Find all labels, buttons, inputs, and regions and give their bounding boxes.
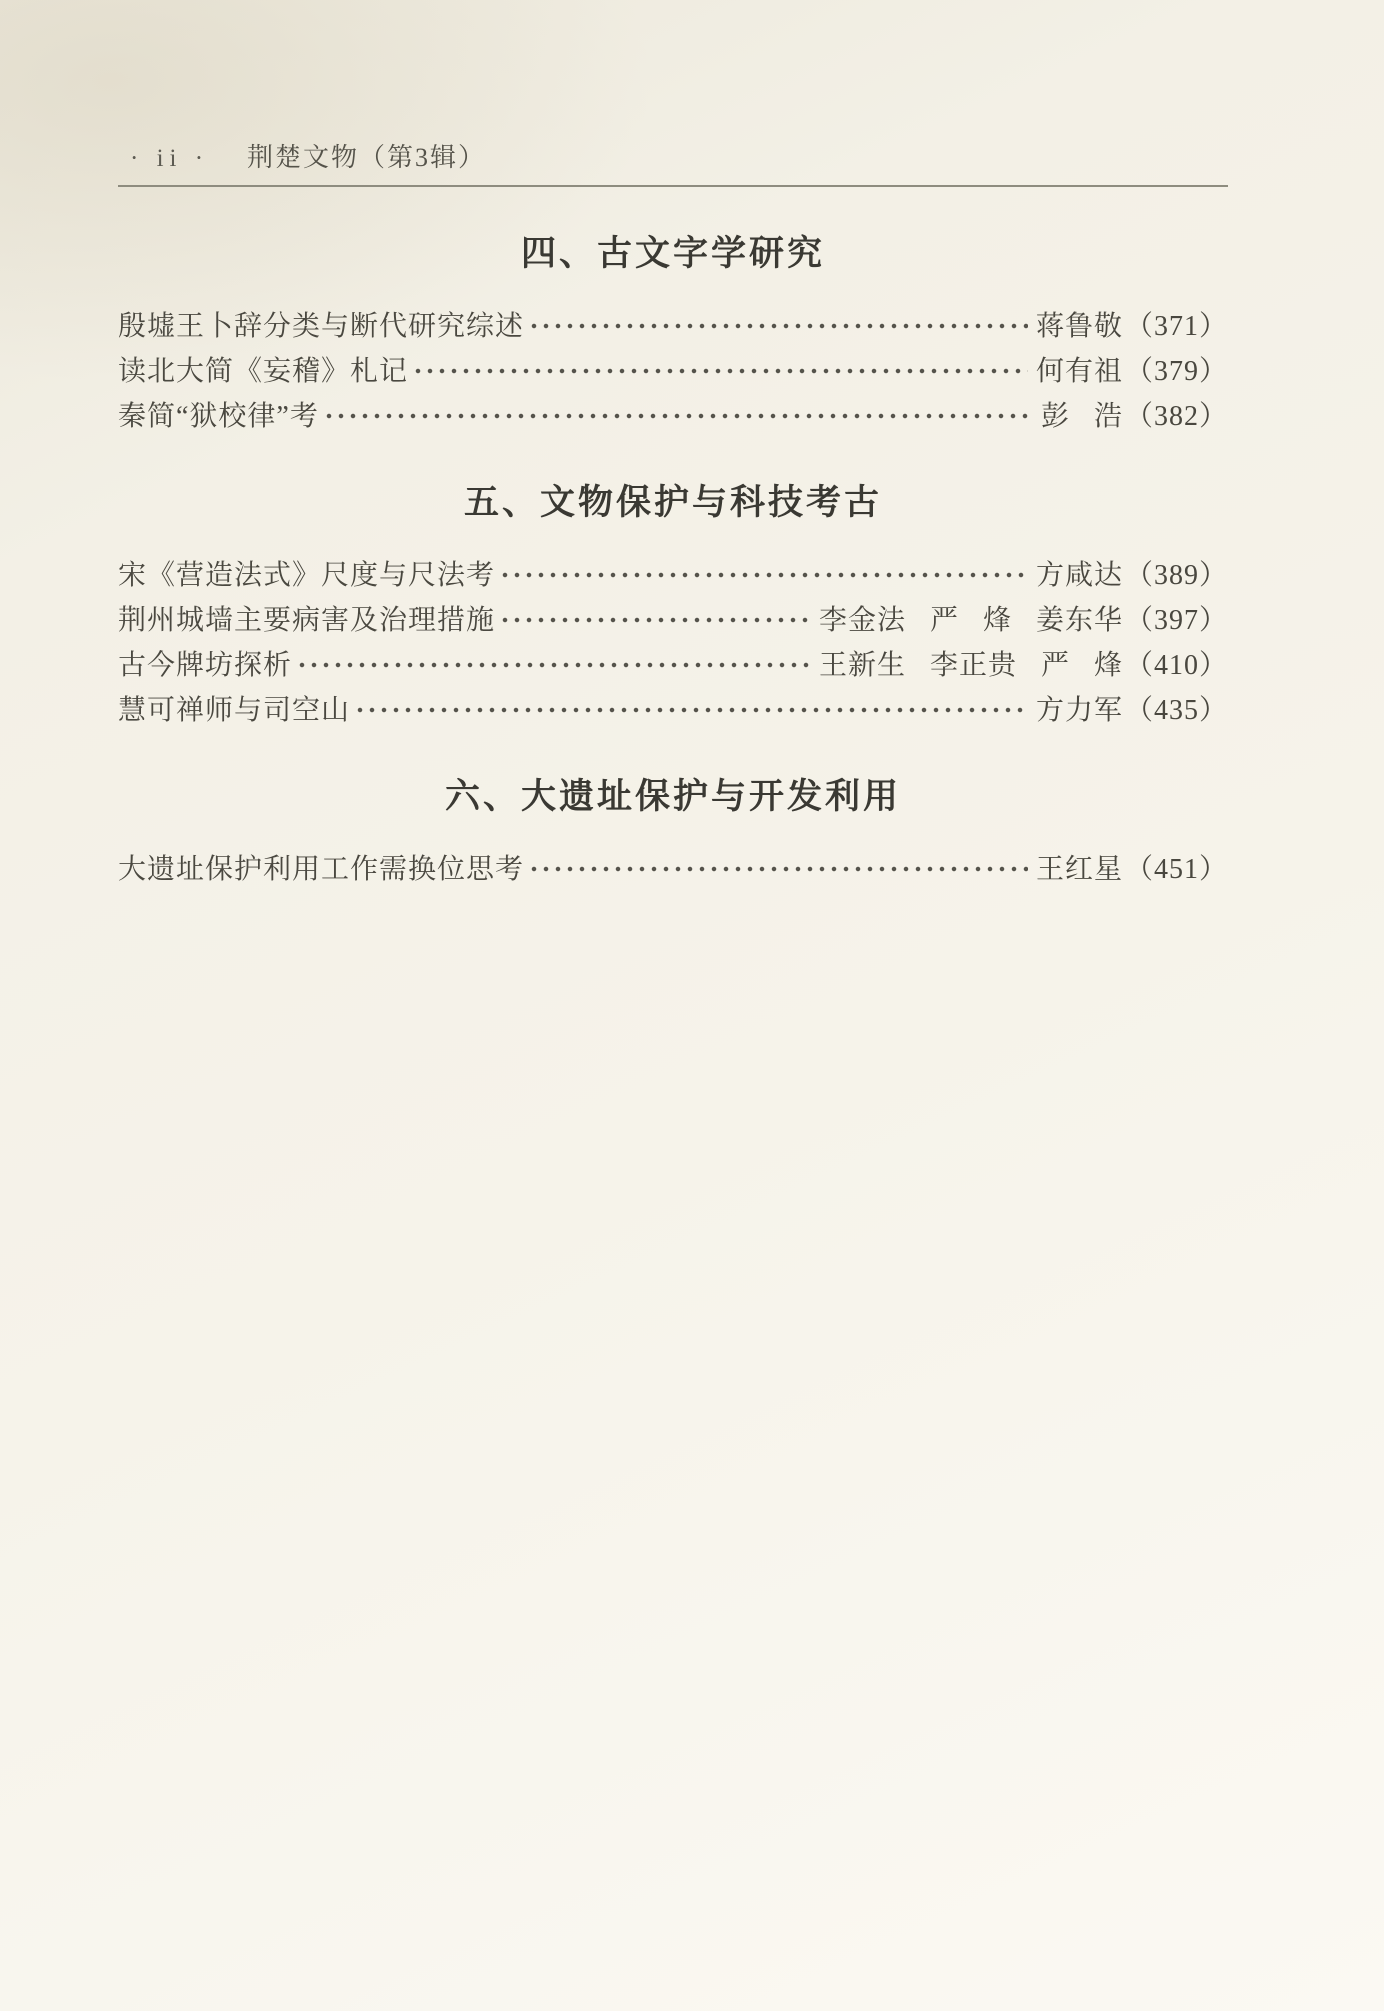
entry-title: 荆州城墙主要病害及治理措施 [118, 604, 496, 636]
entry-page: （379） [1124, 355, 1228, 387]
toc-entry [118, 844, 1228, 889]
entry-page: （451） [1124, 853, 1228, 885]
toc-entry [118, 595, 1228, 640]
entry-page: （410） [1124, 649, 1228, 681]
entry-authors: 李金法 严 烽 姜东华 [818, 604, 1123, 636]
toc-sections [118, 233, 1228, 889]
dot-leader [528, 844, 1028, 889]
entry-title: 宋《营造法式》尺度与尺法考 [118, 559, 496, 591]
entry-page: （382） [1124, 400, 1228, 432]
section-entries [118, 301, 1228, 436]
toc-section [118, 482, 1228, 730]
toc-entry [118, 640, 1228, 685]
entry-authors: 王新生 李正贵 严 烽 [818, 649, 1123, 681]
toc-entry [118, 685, 1228, 730]
entry-title: 大遗址保护利用工作需换位思考 [118, 853, 525, 885]
dot-leader [528, 301, 1028, 346]
toc-entry [118, 550, 1228, 595]
page-number-marker: · ii · [130, 145, 210, 172]
entry-title: 读北大简《妄稽》札记 [118, 355, 409, 387]
dot-leader [354, 685, 1028, 730]
toc-entry [118, 301, 1228, 346]
entry-authors: 彭 浩 [1040, 400, 1123, 432]
entry-page: （371） [1124, 310, 1228, 342]
entry-authors: 何有祖 [1035, 355, 1123, 387]
entry-title: 慧可禅师与司空山 [118, 694, 351, 726]
section-title: 四、古文字学研究 [520, 234, 825, 273]
entry-page: （397） [1124, 604, 1228, 636]
toc-content [0, 0, 1384, 889]
dot-leader [412, 346, 1028, 391]
dot-leader [296, 640, 811, 685]
entry-title: 殷墟王卜辞分类与断代研究综述 [118, 310, 525, 342]
book-title: 荆楚文物（第3辑） [247, 143, 487, 172]
dot-leader [499, 550, 1028, 595]
entry-authors: 蒋鲁敬 [1035, 310, 1123, 342]
entry-authors: 方咸达 [1035, 559, 1123, 591]
section-entries [118, 844, 1228, 889]
section-entries [118, 550, 1228, 730]
entry-page: （435） [1124, 694, 1228, 726]
entry-title: 古今牌坊探析 [118, 649, 293, 681]
dot-leader [323, 391, 1033, 436]
entry-title: 秦简“狱校律”考 [118, 400, 319, 432]
entry-authors: 王红星 [1035, 853, 1123, 885]
toc-section [118, 776, 1228, 889]
section-title: 五、文物保护与科技考古 [463, 483, 882, 522]
dot-leader [499, 595, 811, 640]
toc-entry [118, 391, 1228, 436]
running-head [118, 143, 1228, 187]
entry-authors: 方力军 [1035, 694, 1123, 726]
section-title: 六、大遗址保护与开发利用 [444, 777, 901, 816]
toc-section [118, 233, 1228, 436]
entry-page: （389） [1124, 559, 1228, 591]
toc-entry [118, 346, 1228, 391]
